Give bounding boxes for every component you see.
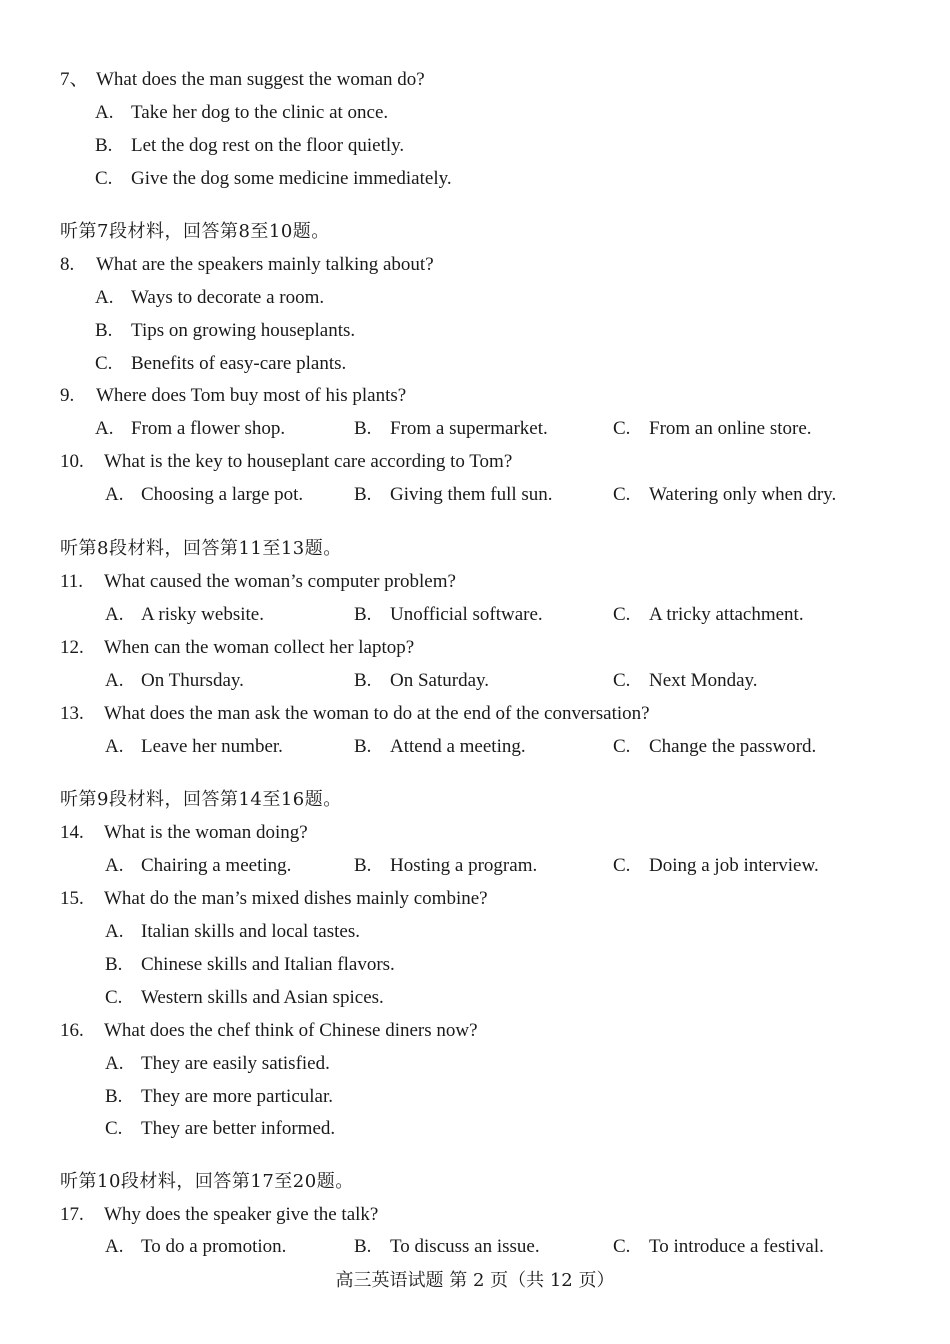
option-letter: B. [354,484,372,505]
option-text: Attend a meeting. [390,736,526,757]
option-letter: C. [613,604,631,625]
option-text: On Saturday. [390,670,490,691]
option-text: Giving them full sun. [390,484,553,505]
option-letter: B. [105,1086,123,1107]
option-letter: C. [105,1118,123,1139]
option-text: They are more particular. [141,1086,334,1107]
option-letter: C. [613,484,631,505]
option-letter: A. [95,287,114,308]
option-text: Chairing a meeting. [141,855,292,876]
option-text: Take her dog to the clinic at once. [131,102,389,123]
option-letter: C. [105,987,123,1008]
option-letter: B. [105,954,123,975]
section-heading: 听第10段材料，回答第17至20题。 [60,1171,354,1192]
option-letter: B. [354,736,372,757]
option-text: Chinese skills and Italian flavors. [141,954,395,975]
option-text: Tips on growing houseplants. [131,320,356,341]
question-number: 15. [60,888,84,909]
question-number: 16. [60,1020,84,1041]
option-text: From an online store. [649,418,812,439]
option-letter: A. [105,1236,124,1257]
option-letter: B. [354,1236,372,1257]
question-text: When can the woman collect her laptop? [104,637,415,658]
option-text: From a flower shop. [131,418,286,439]
option-letter: A. [105,855,124,876]
option-letter: C. [613,855,631,876]
option-text: Leave her number. [141,736,283,757]
option-text: Change the password. [649,736,817,757]
option-letter: C. [95,168,113,189]
question-text: What do the man’s mixed dishes mainly combine? [104,888,488,909]
option-text: On Thursday. [141,670,244,691]
option-letter: A. [95,102,114,123]
section-heading: 听第8段材料，回答第11至13题。 [60,538,342,559]
option-text: Ways to decorate a room. [131,287,325,308]
option-letter: C. [613,670,631,691]
question-number: 12. [60,637,84,658]
question-text: What are the speakers mainly talking about? [96,254,434,275]
option-letter: B. [354,670,372,691]
option-text: Watering only when dry. [649,484,837,505]
option-letter: C. [613,1236,631,1257]
option-letter: C. [613,418,631,439]
option-letter: A. [105,484,124,505]
question-text: Why does the speaker give the talk? [104,1204,379,1225]
option-text: A risky website. [141,604,264,625]
option-letter: B. [354,418,372,439]
option-text: Doing a job interview. [649,855,819,876]
page-footer: 高三英语试题 第 2 页（共 12 页） [335,1270,615,1291]
option-text: Western skills and Asian spices. [141,987,384,1008]
option-text: Give the dog some medicine immediately. [131,168,452,189]
option-text: A tricky attachment. [649,604,804,625]
question-number: 10. [60,451,84,472]
question-text: What does the chef think of Chinese diners now? [104,1020,478,1041]
option-letter: C. [95,353,113,374]
option-letter: A. [105,736,124,757]
question-text: What is the key to houseplant care according to Tom? [104,451,513,472]
question-text: What does the man suggest the woman do? [96,69,425,90]
option-text: To do a promotion. [141,1236,287,1257]
option-letter: B. [354,604,372,625]
option-text: To discuss an issue. [390,1236,540,1257]
option-text: Choosing a large pot. [141,484,304,505]
section-heading: 听第7段材料，回答第8至10题。 [60,221,330,242]
option-text: Let the dog rest on the floor quietly. [131,135,405,156]
question-text: What is the woman doing? [104,822,308,843]
option-text: Benefits of easy-care plants. [131,353,347,374]
question-number: 17. [60,1204,84,1225]
question-text: Where does Tom buy most of his plants? [96,385,407,406]
option-text: To introduce a festival. [649,1236,824,1257]
option-letter: B. [95,320,113,341]
option-letter: A. [105,670,124,691]
question-number: 8. [60,254,75,275]
section-heading: 听第9段材料，回答第14至16题。 [60,789,342,810]
option-text: They are easily satisfied. [141,1053,330,1074]
option-text: Unofficial software. [390,604,543,625]
question-text: What does the man ask the woman to do at the end of the conversation? [104,703,650,724]
option-letter: C. [613,736,631,757]
option-text: They are better informed. [141,1118,336,1139]
option-letter: A. [105,1053,124,1074]
question-number: 9. [60,385,75,406]
question-text: What caused the woman’s computer problem? [104,571,456,592]
option-letter: A. [95,418,114,439]
option-letter: A. [105,604,124,625]
question-number: 11. [60,571,84,592]
option-letter: A. [105,921,124,942]
option-letter: B. [95,135,113,156]
option-text: From a supermarket. [390,418,548,439]
option-text: Italian skills and local tastes. [141,921,360,942]
question-number: 13. [60,703,84,724]
question-number: 7、 [60,69,89,90]
option-text: Next Monday. [649,670,758,691]
option-letter: B. [354,855,372,876]
question-number: 14. [60,822,84,843]
option-text: Hosting a program. [390,855,538,876]
